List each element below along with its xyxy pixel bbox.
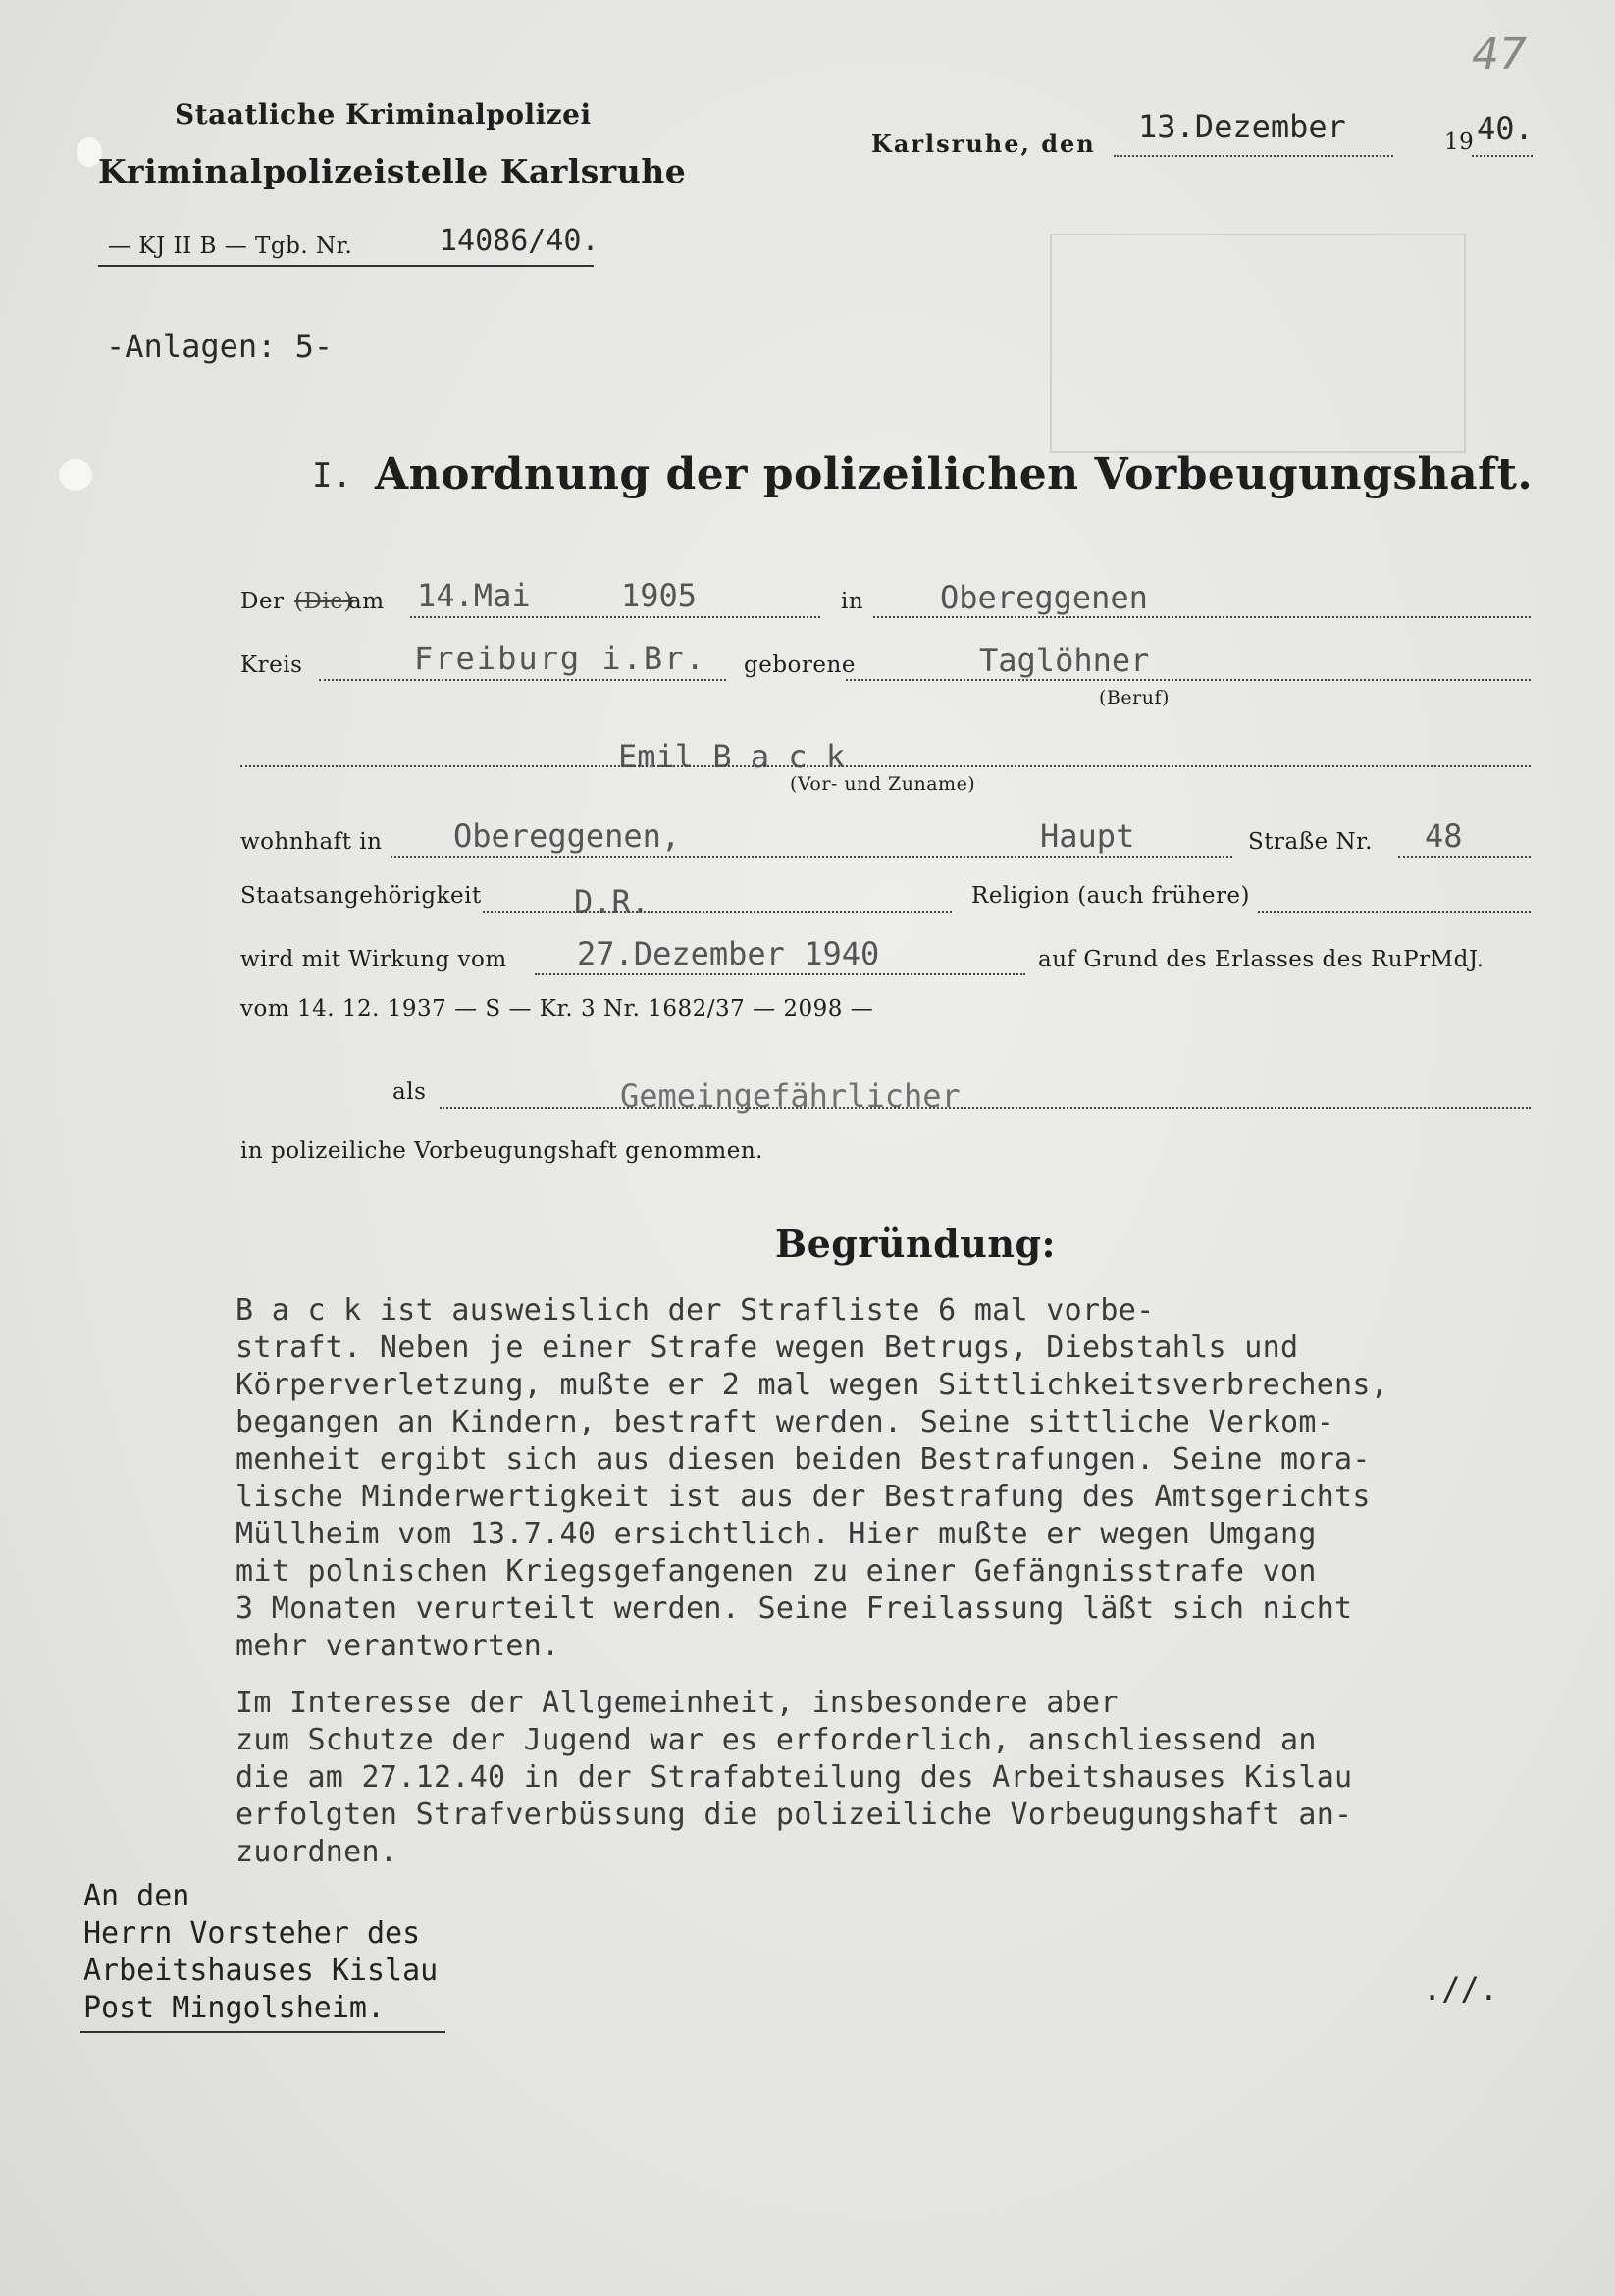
address-line: An den xyxy=(83,1879,190,1913)
reasoning-line: mehr verantworten. xyxy=(235,1629,560,1663)
reasoning-line: Körperverletzung, mußte er 2 mal wegen Sittlichkeitsverbrechens, xyxy=(235,1368,1389,1402)
letter-year: 40. xyxy=(1477,110,1534,147)
effective-label: wird mit Wirkung vom xyxy=(240,947,507,972)
reasoning-line: 3 Monaten verurteilt werden. Seine Freilassung läßt sich nicht xyxy=(235,1592,1353,1626)
reference-label: — KJ II B — Tgb. Nr. xyxy=(108,234,353,259)
effective-date-dotline xyxy=(535,973,1025,975)
continuation-mark: .//. xyxy=(1423,1970,1499,2008)
classification-dotline xyxy=(440,1107,1531,1109)
religion-dotline xyxy=(1258,911,1531,913)
am-label: am xyxy=(348,589,385,614)
reference-number: 14086/40. xyxy=(440,224,599,258)
house-number-dotline xyxy=(1398,856,1531,858)
reasoning-line: begangen an Kindern, bestraft werden. Seine sittliche Verkom- xyxy=(235,1405,1335,1439)
reasoning-line: B a c k ist ausweislich der Strafliste 6 mal vorbe- xyxy=(235,1293,1155,1328)
reasoning-line: Müllheim vom 13.7.40 ersichtlich. Hier mußte er wegen Umgang xyxy=(235,1517,1317,1551)
street-name: Haupt xyxy=(1040,817,1135,855)
agency-name: Staatliche Kriminalpolizei xyxy=(175,98,592,130)
reasoning-line: zum Schutze der Jugend war es erforderlich, anschliessend an xyxy=(235,1723,1317,1757)
faded-stamp-box xyxy=(1050,234,1466,453)
person-name: Emil B a c k xyxy=(618,738,846,775)
street-number-label: Straße Nr. xyxy=(1248,829,1373,855)
effective-date: 27.Dezember 1940 xyxy=(577,935,880,972)
reasoning-line: menheit ergibt sich aus diesen beiden Bestrafungen. Seine mora- xyxy=(235,1442,1371,1477)
kreis-dotline xyxy=(319,679,726,681)
kreis-label: Kreis xyxy=(240,652,303,678)
residence-dotline xyxy=(391,856,1232,858)
custody-statement: in polizeiliche Vorbeugungshaft genommen. xyxy=(240,1138,763,1164)
punch-hole-middle xyxy=(59,459,92,491)
year-prefix: 19 xyxy=(1444,130,1475,155)
decree-reference: vom 14. 12. 1937 — S — Kr. 3 Nr. 1682/37 — 2098 — xyxy=(240,996,874,1021)
letter-date: 13.Dezember xyxy=(1138,108,1346,145)
birth-year: 1905 xyxy=(621,577,698,614)
reasoning-line: Im Interesse der Allgemeinheit, insbesondere aber xyxy=(235,1686,1119,1720)
occupation-caption: (Beruf) xyxy=(1099,687,1170,708)
der-label: Der xyxy=(240,589,285,614)
decree-basis-label: auf Grund des Erlasses des RuPrMdJ. xyxy=(1038,947,1485,972)
date-dotline xyxy=(1114,155,1393,157)
address-underline xyxy=(80,2031,445,2033)
citizenship-label: Staatsangehörigkeit xyxy=(240,883,482,909)
address-line: Arbeitshauses Kislau xyxy=(83,1954,439,1988)
geborene-label: geborene xyxy=(744,652,856,678)
religion-label: Religion (auch frühere) xyxy=(971,883,1251,909)
als-label: als xyxy=(392,1079,427,1105)
year-dotline xyxy=(1472,155,1533,157)
reasoning-line: zuordnen. xyxy=(235,1835,398,1869)
reasoning-line: straft. Neben je einer Strafe wegen Betrugs, Diebstahls und xyxy=(235,1331,1299,1365)
reference-underline xyxy=(98,265,594,267)
residence: Obereggenen, xyxy=(453,817,681,855)
reasoning-line: die am 27.12.40 in der Strafabteilung des Arbeitshauses Kislau xyxy=(235,1760,1353,1795)
agency-office: Kriminalpolizeistelle Karlsruhe xyxy=(98,152,687,190)
handwritten-page-number: 47 xyxy=(1472,29,1527,79)
die-struck-label: (Die) xyxy=(294,589,353,614)
reasoning-line: lische Minderwertigkeit ist aus der Bestrafung des Amtsgerichts xyxy=(235,1480,1371,1514)
name-caption: (Vor- und Zuname) xyxy=(790,773,976,795)
attachments-note: -Anlagen: 5- xyxy=(106,328,334,365)
address-line: Herrn Vorsteher des xyxy=(83,1916,421,1951)
in-label: in xyxy=(841,589,864,614)
birth-date: 14.Mai xyxy=(417,577,531,614)
occupation-dotline xyxy=(846,679,1531,681)
classification: Gemeingefährlicher xyxy=(620,1077,961,1115)
house-number: 48 xyxy=(1425,817,1463,855)
birth-place-dotline xyxy=(873,616,1531,618)
residence-label: wohnhaft in xyxy=(240,829,383,855)
birth-place: Obereggenen xyxy=(940,579,1148,616)
document-title: Anordnung der polizeilichen Vorbeugungshaft. xyxy=(375,449,1534,499)
reasoning-line: mit polnischen Kriegsgefangenen zu einer Gefängnisstrafe von xyxy=(235,1554,1317,1589)
occupation: Taglöhner xyxy=(979,642,1150,679)
section-numeral: I. xyxy=(312,456,352,496)
birth-date-dotline xyxy=(410,616,820,618)
citizenship: D.R. xyxy=(574,883,651,920)
reasoning-line: erfolgten Strafverbüssung die polizeiliche Vorbeugungshaft an- xyxy=(235,1798,1353,1832)
place-date-label: Karlsruhe, den xyxy=(871,130,1096,158)
citizenship-dotline xyxy=(483,911,952,913)
name-dotline xyxy=(240,765,1531,767)
address-line: Post Mingolsheim. xyxy=(83,1991,386,2025)
reasoning-heading: Begründung: xyxy=(775,1222,1057,1266)
kreis-value: Freiburg i.Br. xyxy=(414,640,706,677)
